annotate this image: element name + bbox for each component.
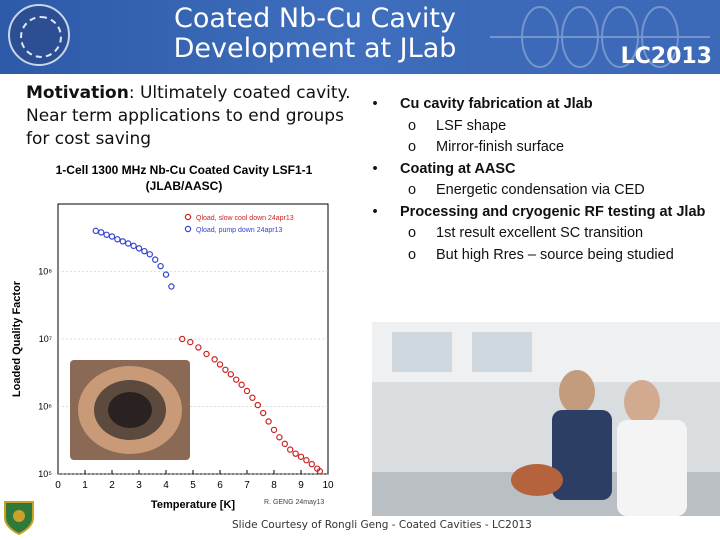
legend-label: Qload, pump down 24apr13	[196, 227, 283, 234]
chart-credit: R. GENG 24may13	[264, 499, 325, 506]
bullet-item: • Cu cavity fabrication at Jlab	[372, 96, 593, 112]
x-tick-label: 10	[322, 480, 334, 491]
chart-title: 1-Cell 1300 MHz Nb-Cu Coated Cavity LSF1-1	[55, 163, 313, 177]
x-tick-label: 9	[298, 480, 304, 491]
x-tick-label: 8	[271, 480, 277, 491]
slide-footer: Slide Courtesy of Rongli Geng - Coated Cavities - LC2013	[232, 519, 532, 531]
y-axis-label: Loaded Quality Factor	[11, 280, 23, 398]
conference-label: LC2013	[620, 44, 712, 69]
legend-label: Qload, slow cool down 24apr13	[196, 215, 294, 222]
x-tick-label: 5	[190, 480, 196, 491]
x-tick-label: 1	[82, 480, 88, 491]
sub-bullet-item: o Mirror-finish surface	[408, 139, 565, 155]
motivation-label: Motivation	[26, 83, 129, 103]
y-tick-label: 10⁸	[38, 266, 52, 277]
x-tick-label: 6	[217, 480, 223, 491]
x-tick-label: 2	[109, 480, 115, 491]
header-band	[0, 0, 720, 74]
university-seal-logo	[8, 4, 70, 66]
researchers-photo	[372, 322, 720, 516]
sub-bullet-item: o Energetic condensation via CED	[408, 182, 645, 198]
bullet-item: • Processing and cryogenic RF testing at Jlab	[372, 203, 706, 220]
sub-bullet-item: o 1st result excellent SC transition	[408, 225, 644, 241]
x-tick-label: 7	[244, 480, 250, 491]
sub-bullet-item: o LSF shape	[408, 117, 507, 134]
title-line-1: Coated Nb-Cu Cavity	[174, 3, 456, 34]
cavity-photo	[70, 360, 190, 460]
y-tick-label: 10⁷	[38, 334, 52, 344]
motivation-body: : Ultimately coated cavity. Near term applications to end groups for cost saving	[26, 83, 351, 149]
x-tick-label: 4	[163, 480, 169, 491]
q-vs-temperature-chart	[8, 158, 340, 514]
slide-title	[150, 4, 480, 64]
x-tick-label: 3	[136, 480, 142, 491]
sub-bullet-item: o But high Rres – source being studied	[408, 246, 674, 263]
x-tick-label: 0	[55, 480, 61, 491]
y-tick-label: 10⁵	[38, 469, 52, 479]
institution-crest-logo	[3, 500, 35, 536]
motivation-text	[26, 82, 366, 151]
x-axis-label: Temperature [K]	[150, 499, 236, 511]
title-line-2: Development at JLab	[173, 33, 457, 64]
bullet-list	[368, 94, 708, 266]
chart-subtitle: (JLAB/AASC)	[145, 179, 223, 193]
y-tick-label: 10⁶	[38, 401, 52, 412]
bullet-item: • Coating at AASC	[372, 160, 516, 177]
